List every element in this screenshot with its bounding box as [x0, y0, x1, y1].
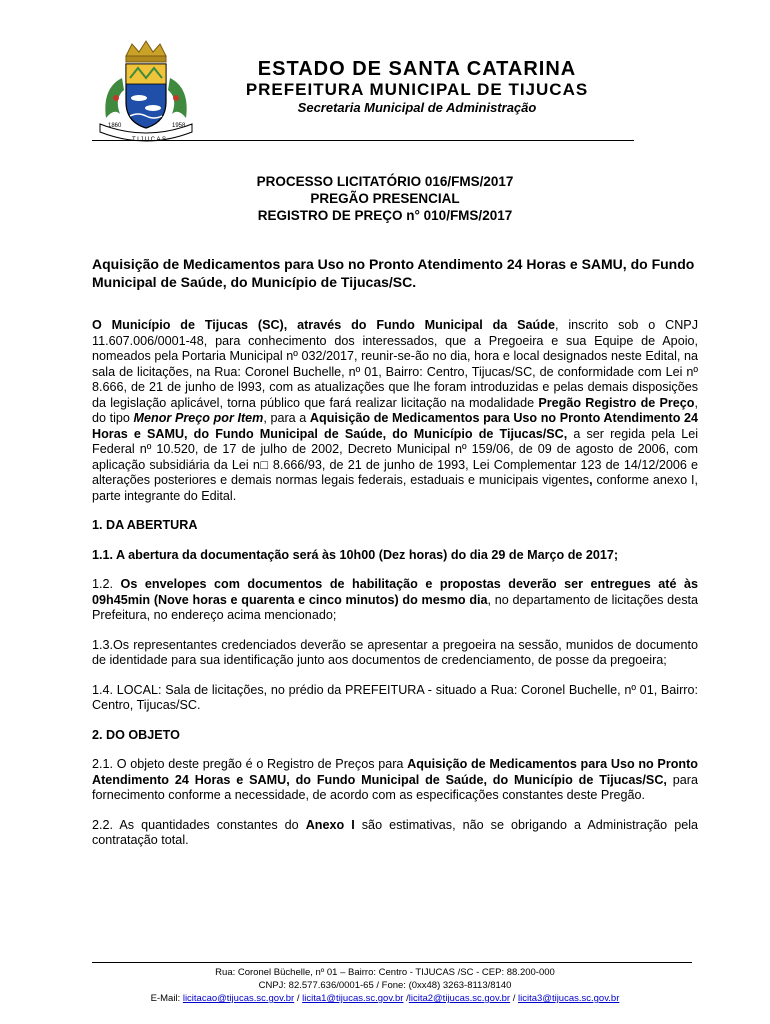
- section-1-item-1: [92, 548, 698, 564]
- document-titles: [92, 173, 678, 224]
- footer-emails: [80, 992, 690, 1005]
- registry-title: REGISTRO DE PREÇO n° 010/FMS/2017: [257, 208, 513, 223]
- item-1-2-bold: Os envelopes com documentos de habilitação e propostas deverão ser entregues até às 09h45min (Nove horas e quarenta e cinco minutos) do mesmo dia: [92, 577, 699, 607]
- section-2-title: 2. DO OBJETO: [92, 727, 180, 742]
- section-2-item-1: [92, 757, 698, 804]
- item-2-2-bold: Anexo I: [305, 817, 355, 832]
- footer-address: Rua: Coronel Büchelle, nº 01 – Bairro: Centro - TIJUCAS /SC - CEP: 88.200-000: [215, 967, 555, 978]
- crest-year-right: 1958: [172, 123, 186, 129]
- item-2-1-text: 2.1. O objeto deste pregão é o Registro de Preços para: [92, 757, 408, 771]
- crest-year-left: 1860: [108, 123, 122, 129]
- item-1-2-num: 1.2.: [92, 577, 121, 591]
- intro-text-4: a ser regida pela Lei Federal nº 10.520, de 17 de julho de 2002, Decreto Municipal nº 159/06, de 09 de agosto de 2006, com aplicação subsidiária da Lei n□ 8.666/93, de 21 de junho de 1993, Lei Complementar 123 de 14/12/2006 e alterações posteriores e demais normas legais federais, estaduais e municipais vigentes: [92, 426, 699, 487]
- document-subject: Aquisição de Medicamentos para Uso no Pronto Atendimento 24 Horas e SAMU, do Fundo Municipal de Saúde, do Município de Tijucas/SC.: [92, 256, 695, 290]
- section-1-item-2: [92, 577, 698, 624]
- intro-modality: Pregão Registro de Preço: [538, 395, 695, 410]
- email-link-licita1[interactable]: licita1@tijucas.sc.gov.br: [302, 993, 404, 1004]
- section-1-item-4: 1.4. LOCAL: Sala de licitações, no prédio da PREFEITURA - situado a Rua: Coronel Buchelle, nº 01, Bairro: Centro, Tijucas/SC.: [92, 682, 698, 712]
- footer-contacts: CNPJ: 82.577.636/0001-65 / Fone: (0xx48) 3263-8113/8140: [258, 980, 512, 991]
- item-1-1: 1.1. A abertura da documentação será às 10h00 (Dez horas) do dia 29 de Março de 2017;: [92, 547, 619, 562]
- email-link-licita3[interactable]: licita3@tijucas.sc.gov.br: [518, 993, 620, 1004]
- intro-text-2: , do tipo: [92, 395, 699, 425]
- intro-text-1: , inscrito sob o CNPJ 11.607.006/0001-48, para conhecimento dos interessados, que a Pregoeira e sua Equipe de Apoio, nomeados pela Portaria Municipal nº 032/2017, reunir-se-ão no dia, hora e local designados neste Edital, na sala de licitações, na Rua: Coronel Buchelle, nº 01, Bairro: Centro, Tijucas/SC, de conformidade com Lei nº 8.666, de 21 de junho de l993, com as atualizações que lhe foram introduzidas e pelas demais disposições da legislação aplicável, torna público que fará realizar licitação na modalidade: [92, 318, 698, 410]
- page-footer: [80, 966, 690, 1005]
- state-name: ESTADO DE SANTA CATARINA: [257, 58, 577, 80]
- municipal-crest: [92, 38, 200, 146]
- item-2-2-text: 2.2. As quantidades constantes do: [92, 817, 306, 832]
- footer-divider: [92, 962, 692, 963]
- item-2-1-rest: para fornecimento conforme a necessidade, de acordo com as especificações constantes deste Pregão.: [92, 772, 698, 802]
- intro-object: Aquisição de Medicamentos para Uso no Pronto Atendimento 24 Horas e SAMU, do Fundo Municipal de Saúde, do Município de Tijucas/SC,: [92, 411, 699, 441]
- secretariat-name: Secretaria Municipal de Administração: [297, 100, 537, 115]
- item-2-2-rest: são estimativas, não se obrigando a Administração pela contratação total.: [92, 817, 699, 847]
- intro-text-5: conforme anexo I, parte integrante do Edital.: [92, 473, 698, 503]
- item-1-2-rest: , no departamento de licitações desta Prefeitura, no endereço acima mencionado;: [92, 592, 698, 622]
- section-1-title: 1. DA ABERTURA: [92, 518, 198, 532]
- section-1-item-3: 1.3.Os representantes credenciados deverão se apresentar a pregoeira na sessão, munidos de documento de identidade para sua identificação junto aos documentos de credenciamento, de posse da pregoeira;: [92, 637, 698, 667]
- intro-type: Menor Preço por Item: [133, 411, 264, 425]
- email-link-licita2[interactable]: licita2@tijucas.sc.gov.br: [408, 993, 511, 1004]
- email-separator: /: [403, 993, 409, 1004]
- section-2-item-2: [92, 818, 698, 849]
- modality-title: PREGÃO PRESENCIAL: [310, 191, 460, 206]
- intro-comma: ,: [589, 473, 593, 487]
- item-2-1-bold: Aquisição de Medicamentos para Uso no Pronto Atendimento 24 Horas e SAMU, do Fundo Municipal de Saúde, do Município de Tijucas/SC,: [92, 757, 698, 787]
- header-divider: [92, 140, 634, 141]
- email-label: E-Mail:: [150, 993, 183, 1004]
- email-separator: /: [294, 993, 303, 1004]
- prefecture-name: PREFEITURA MUNICIPAL DE TIJUCAS: [245, 80, 589, 99]
- intro-entity: O Município de Tijucas (SC), através do Fundo Municipal da Saúde: [92, 318, 555, 332]
- letterhead: [92, 38, 692, 148]
- document-body: [92, 318, 698, 863]
- email-link-licitacao[interactable]: licitacao@tijucas.sc.gov.br: [182, 993, 295, 1004]
- intro-paragraph: [92, 318, 698, 504]
- email-separator: /: [510, 993, 519, 1004]
- letterhead-text: [202, 58, 632, 116]
- intro-text-3: , para a: [263, 411, 310, 425]
- process-title: PROCESSO LICITATÓRIO 016/FMS/2017: [256, 174, 514, 189]
- crest-banner-text: TIJUCAS: [132, 137, 168, 143]
